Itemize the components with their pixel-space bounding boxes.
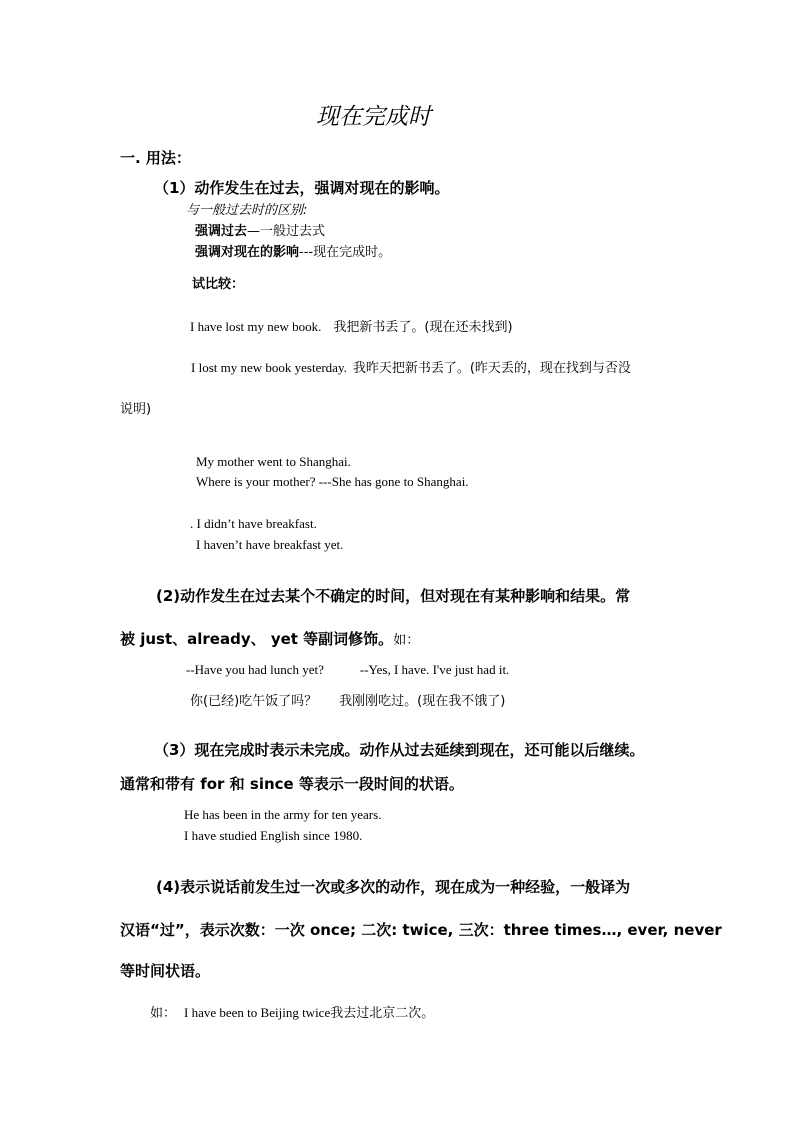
usage-2-example-label: 如： — [393, 633, 420, 648]
page-title: 现在完成时 — [316, 104, 431, 130]
difference-line-2 — [195, 246, 391, 259]
usage-1-heading: （1）动作发生在过去，强调对现在的影响。 — [154, 179, 450, 197]
usage-3-example-1: He has been in the army for ten years. — [184, 807, 382, 822]
difference-line-1-bold: 强调过去 — [195, 224, 248, 239]
dialogue-english-answer: --Yes, I have. I've just had it. — [359, 662, 510, 677]
usage-2-line-2 — [120, 632, 419, 648]
usage-4-example-label: 如： — [150, 1006, 177, 1021]
example-3-line-2: Where is your mother? ---She has gone to Shanghai. — [196, 474, 469, 489]
usage-2-line-1: (2)动作发生在过去某个不确定的时间，但对现在有某种影响和结果。常 — [156, 587, 631, 605]
example-2-english: I lost my new book yesterday. — [191, 360, 347, 375]
example-4-line-1: . I didn’t have breakfast. — [190, 516, 317, 531]
example-4-line-2: I haven’t have breakfast yet. — [196, 537, 344, 552]
usage-4-line-3: 等时间状语。 — [120, 962, 211, 980]
difference-line-1 — [195, 225, 325, 238]
dialogue-chinese-question: 你(已经)吃午饭了吗？ — [190, 694, 318, 709]
dialogue-english-question: --Have you had lunch yet? — [186, 662, 324, 677]
dialogue-english — [186, 663, 509, 676]
example-2-continuation: 说明) — [120, 402, 152, 417]
difference-line-2-rest: ---现在完成时。 — [299, 245, 392, 260]
example-2-chinese: 我昨天把新书丢了。(昨天丢的，现在找到与否没 — [352, 361, 631, 376]
example-1-chinese: 我把新书丢了。(现在还未找到) — [333, 320, 513, 335]
usage-4-example — [150, 1006, 434, 1020]
usage-4-example-chinese: 我去过北京二次。 — [330, 1006, 435, 1021]
example-3-line-1: My mother went to Shanghai. — [196, 454, 351, 469]
difference-line-1-rest: —一般过去式 — [247, 224, 326, 239]
example-1-english: I have lost my new book. — [190, 319, 322, 334]
usage-4-example-english: I have been to Beijing twice — [184, 1005, 331, 1020]
usage-4-line-2: 汉语“过”，表示次数：一次 once; 二次: twice, 三次：three times…, ever, never — [120, 921, 722, 939]
difference-label: 与一般过去时的区别: — [186, 203, 308, 218]
compare-label: 试比较： — [192, 277, 245, 292]
dialogue-chinese-answer: 我刚刚吃过。(现在我不饿了) — [339, 694, 506, 709]
usage-3-line-2: 通常和带有 for 和 since 等表示一段时间的状语。 — [120, 775, 464, 793]
example-1 — [190, 320, 513, 334]
usage-4-line-1: (4)表示说话前发生过一次或多次的动作，现在成为一种经验，一般译为 — [156, 878, 631, 896]
usage-3-line-1: （3）现在完成时表示未完成。动作从过去延续到现在，还可能以后继续。 — [154, 741, 645, 759]
usage-3-example-2: I have studied English since 1980. — [184, 828, 363, 843]
dialogue-chinese — [190, 695, 505, 708]
section-heading: 一. 用法： — [120, 149, 191, 167]
difference-line-2-bold: 强调对现在的影响 — [195, 245, 300, 260]
example-2 — [191, 361, 631, 375]
usage-2-adverbs: 被 just、already、 yet 等副词修饰。 — [120, 630, 394, 648]
